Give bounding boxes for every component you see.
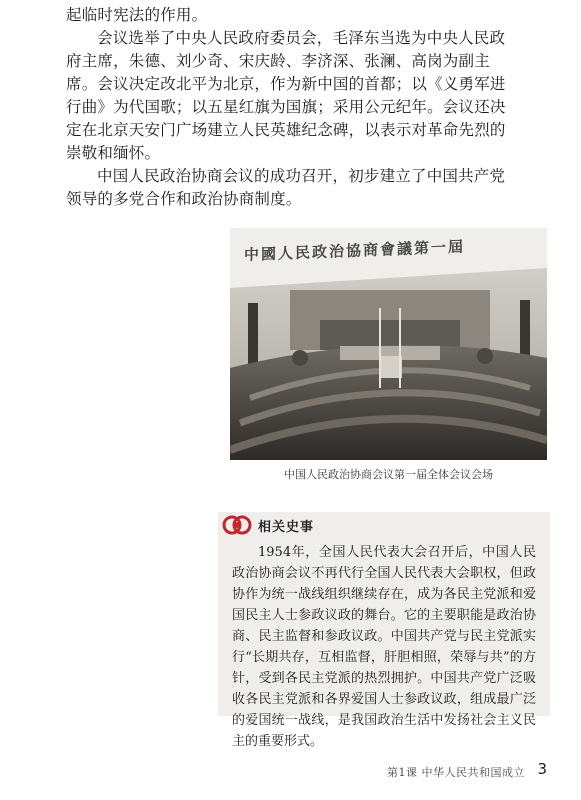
page-footer bbox=[0, 762, 581, 782]
paragraph-3: 中国人民政治协商会议的成功召开，初步建立了中国共产党领导的多党合作和政治协商制度。 bbox=[66, 167, 506, 208]
page-number: 3 bbox=[537, 760, 547, 778]
related-history-body: 1954年，全国人民代表大会召开后，中国人民政治协商会议不再代行全国人民代表大会职权，但政协作为统一战线组织继续存在，成为各民主党派和爱国民主人士参政议政的舞台。它的主要职能是政治协商、民主监督和参政议政。中国共产党与民主党派实行“长期共存，互相监督，肝胆相照，荣辱与共”的方针，受到各民主党派的热烈拥护。中国共产党广泛吸收各民主党派和各界爱国人士参政议政，组成最广泛的爱国统一战线，是我国政治生活中发扬社会主义民主的重要形式。 bbox=[232, 545, 536, 749]
paragraph-2: 会议选举了中央人民政府委员会，毛泽东当选为中央人民政府主席，朱德、刘少奇、宋庆龄、李济深、张澜、高岗为副主席。会议决定改北平为北京，作为新中国的首都；以《义勇军进行曲》为代国歌；以五星红旗为国旗；采用公元纪年。会议还决定在北京天安门广场建立人民英雄纪念碑，以表示对革命先烈的崇敬和缅怀。 bbox=[66, 29, 506, 162]
photo-caption: 中国人民政治协商会议第一届全体会议会场 bbox=[284, 468, 493, 481]
photo-banner-text: 中國人民政治協商會議第一屆 bbox=[244, 237, 466, 264]
swirl-logo-icon bbox=[222, 512, 252, 538]
related-history-header bbox=[218, 512, 314, 538]
related-history-title: 相关史事 bbox=[258, 519, 315, 535]
conference-photo bbox=[230, 228, 547, 460]
footer-lesson-title: 第1课 中华人民共和国成立 bbox=[387, 766, 525, 779]
paragraph-1: 起临时宪法的作用。 bbox=[66, 6, 208, 24]
main-text bbox=[66, 4, 516, 211]
